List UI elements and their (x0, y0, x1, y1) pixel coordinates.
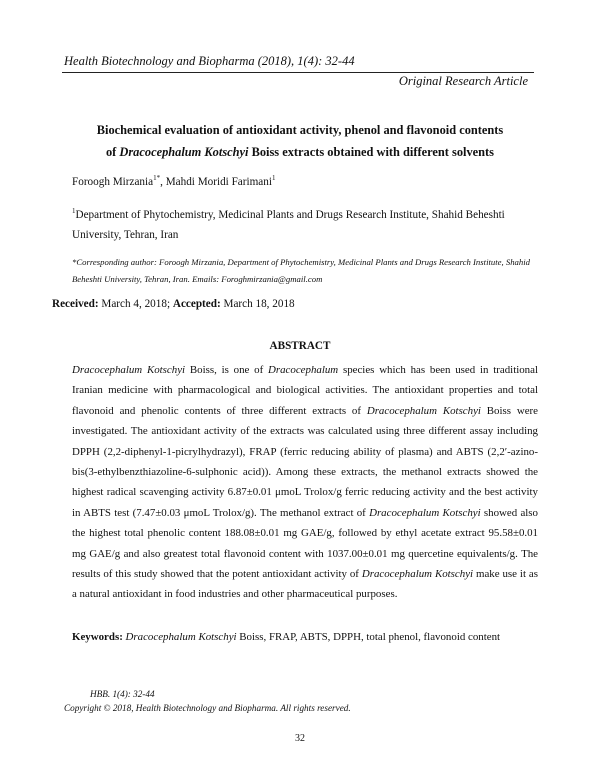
submission-dates: Received: March 4, 2018; Accepted: March 18, 2018 (52, 298, 295, 310)
abstract-heading: ABSTRACT (269, 340, 331, 352)
corresponding-text: Foroogh Mirzania, Department of Phytochemistry, Medicinal Plants and Drugs Research Institute, Shahid Beheshti University, Tehran, Iran. Emails: Foroghmirzania@gmail.com (72, 257, 530, 284)
journal-citation: Health Biotechnology and Biopharma (2018), 1(4): 32-44 (64, 54, 355, 68)
accepted-date: March 18, 2018 (220, 298, 295, 310)
paper-title (60, 119, 540, 163)
keywords: Keywords: Dracocephalum Kotschyi Boiss, FRAP, ABTS, DPPH, total phenol, flavonoid content (72, 631, 501, 643)
received-date: March 4, 2018; (98, 298, 173, 310)
author-2: Mahdi Moridi Farimani (165, 176, 272, 188)
article-type: Original Research Article (398, 74, 528, 88)
title-line-1: Biochemical evaluation of antioxidant activity, phenol and flavonoid contents (96, 123, 504, 137)
title-species: Dracocephalum Kotschyi (119, 145, 249, 159)
affiliation-text: Department of Phytochemistry, Medicinal Plants and Drugs Research Institute, Shahid Beheshti University, Tehran, Iran (72, 209, 505, 241)
affiliation: $^1$Department of Phytochemistry, Medicinal Plants and Drugs Research Institute, Shahid Beheshti University, Tehran, Iran (72, 207, 505, 241)
page-number: 32 (295, 733, 305, 744)
author-2-affil-mark: 1 (271, 174, 276, 182)
corresponding-label: *Corresponding author: (72, 257, 157, 267)
abstract-body: Dracocephalum Kotschyi Boiss, is one of Dracocephalum species which has been used in traditional Iranian medicine with pharmacological and biological activities. The antioxidant properties and total flavonoid and phenolic contents of three different extracts of Dracocephalum Kotschyi Boiss were investigated. The antioxidant activity of the extracts was calculated using three different assay including DPPH (2,2-diphenyl-1-picrylhydrazyl), FRAP (ferric reducing ability of plasma) and ABTS (2,2′-azino-bis(3-ethylbenzthiazoline-6-sulphonic acid)). Among these extracts, the methanol extracts showed the highest radical scavenging activity 6.87±0.01 μmoL Trolox/g ferric reducing activity and the best activity in ABTS test (7.47±0.03 μmoL Trolox/g). The methanol extract of Dracocephalum Kotschyi showed also the highest total phenolic content 188.08±0.01 mg GAE/g, followed by ethyl acetate extract 95.58±0.01 mg GAE/g and also greatest total flavonoid content with 1037.00±0.01 mg quercetine equivalents/g. The results of this study showed that the potent antioxidant activity of Dracocephalum Kotschyi make use it as a natural antioxidant in food industries and other pharmaceutical purposes. (72, 364, 538, 601)
author-1-affil-mark: 1* (153, 174, 161, 182)
corresponding-author (72, 254, 538, 288)
title-line-2: of Dracocephalum Kotschyi Boiss extracts obtained with different solvents (105, 145, 494, 159)
footer-copyright: Copyright © 2018, Health Biotechnology and Biopharma. All rights reserved. (64, 703, 351, 713)
header-rule (62, 72, 534, 73)
footer-citation: HBB. 1(4): 32-44 (90, 689, 155, 699)
author-1: Foroogh Mirzania (72, 176, 154, 188)
author-list: Foroogh Mirzania$^{1*}$, Mahdi Moridi Farimani$^1$ (72, 174, 276, 188)
